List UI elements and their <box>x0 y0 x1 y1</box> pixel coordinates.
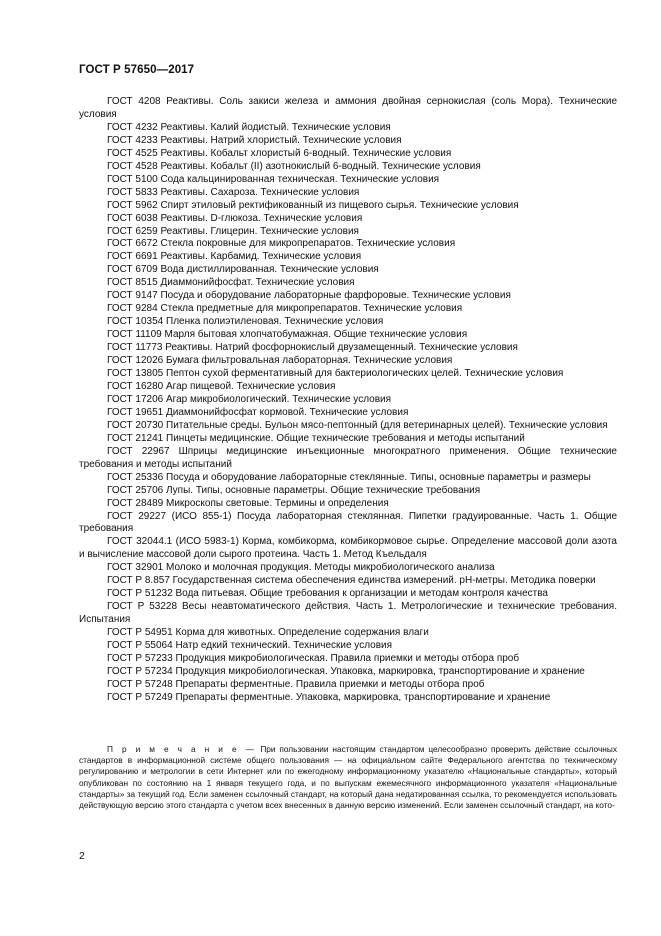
reference-code: ГОСТ 4208 <box>107 96 161 107</box>
reference-code: ГОСТ 28489 <box>107 497 164 509</box>
reference-title: Посуда лабораторная стеклянная. Пипетки градуированные. Часть 1. Общие требования <box>79 510 617 535</box>
reference-item <box>79 161 617 174</box>
reference-title: Пинцеты медицинские. Общие технические требования и методы испытаний <box>166 432 525 444</box>
reference-item <box>79 485 617 498</box>
reference-code: ГОСТ 32044.1 (ИСО 5983-1) <box>107 536 239 548</box>
reference-code: ГОСТ 10354 <box>107 316 164 328</box>
reference-item <box>79 290 617 303</box>
reference-item <box>79 588 617 601</box>
reference-title: Стекла предметные для микропрепаратов. Технические условия <box>160 303 463 315</box>
reference-item <box>79 264 617 277</box>
reference-item <box>79 213 617 226</box>
reference-item <box>79 627 617 640</box>
reference-title: Лупы. Типы, основные параметры. Общие технические требования <box>166 484 481 496</box>
reference-code: ГОСТ 5833 <box>107 186 158 198</box>
reference-item <box>79 148 617 161</box>
reference-code: ГОСТ 25336 <box>107 471 164 483</box>
reference-title: Посуда и оборудование лабораторные стеклянные. Типы, основные параметры и размеры <box>166 471 591 483</box>
reference-title: Продукция микробиологическая. Упаковка, маркировка, транспортирование и хранение <box>175 665 585 677</box>
reference-item <box>79 692 617 705</box>
reference-code: ГОСТ 5962 <box>107 199 158 211</box>
reference-item <box>79 277 617 290</box>
reference-code: ГОСТ 20730 <box>107 419 164 431</box>
reference-code: ГОСТ 32901 <box>107 562 164 574</box>
reference-code: ГОСТ 11773 <box>107 342 163 354</box>
reference-title: Реактивы. Кобальт хлористый 6-водный. Технические условия <box>160 147 452 159</box>
reference-title: Реактивы. Натрий фосфорнокислый двузамещенный. Технические условия <box>165 342 518 354</box>
reference-title: Агар пищевой. Технические условия <box>166 380 336 392</box>
reference-code: ГОСТ 6709 <box>107 264 158 276</box>
reference-code: ГОСТ Р 8.857 <box>107 575 170 587</box>
reference-code: ГОСТ 4525 <box>107 147 158 159</box>
reference-code: ГОСТ 9147 <box>107 290 158 302</box>
reference-title: Корма для животных. Определение содержания влаги <box>175 627 429 639</box>
reference-code: ГОСТ 11109 <box>107 329 162 341</box>
page-number: 2 <box>79 850 85 862</box>
reference-title: Посуда и оборудование лабораторные фарфоровые. Технические условия <box>160 290 511 302</box>
reference-code: ГОСТ 5100 <box>107 173 158 185</box>
reference-code: ГОСТ 22967 <box>107 445 170 457</box>
reference-title: Реактивы. Соль закиси железа и аммония двойная сернокислая (соль Мора). Технические условия <box>79 96 618 120</box>
reference-title: Пептон сухой ферментативный для бактериологических целей. Технические условия <box>166 368 564 380</box>
reference-item <box>79 355 617 368</box>
reference-code: ГОСТ 13805 <box>107 368 164 380</box>
reference-code: ГОСТ 8515 <box>107 277 158 289</box>
reference-code: ГОСТ 4528 <box>107 160 158 172</box>
reference-item <box>79 601 617 627</box>
note-paragraph <box>79 744 617 811</box>
reference-item <box>79 200 617 213</box>
reference-code: ГОСТ 21241 <box>107 432 164 444</box>
reference-title: Диаммонийфосфат кормовой. Технические условия <box>166 406 409 418</box>
reference-item <box>79 679 617 692</box>
reference-item <box>79 666 617 679</box>
reference-item <box>79 238 617 251</box>
reference-code: ГОСТ Р 57234 <box>107 665 173 677</box>
reference-item <box>79 135 617 148</box>
reference-code: ГОСТ 6672 <box>107 238 158 250</box>
reference-item <box>79 446 617 472</box>
reference-code: ГОСТ 6038 <box>107 212 158 224</box>
reference-title: Вода дистиллированная. Технические условия <box>160 264 379 276</box>
reference-title: Реактивы. Кобальт (II) азотнокислый 6-водный. Технические условия <box>160 160 481 172</box>
reference-code: ГОСТ 17206 <box>107 393 164 405</box>
reference-item <box>79 562 617 575</box>
reference-item <box>79 640 617 653</box>
reference-item <box>79 96 617 122</box>
reference-code: ГОСТ Р 57248 <box>107 678 173 690</box>
reference-title: Препараты ферментные. Упаковка, маркировка, транспортирование и хранение <box>175 691 551 703</box>
reference-title: Реактивы. Глицерин. Технические условия <box>160 225 359 237</box>
reference-code: ГОСТ Р 51232 <box>107 588 173 600</box>
reference-title: Реактивы. Натрий хлористый. Технические условия <box>160 134 402 146</box>
reference-item <box>79 420 617 433</box>
reference-code: ГОСТ 4233 <box>107 134 158 146</box>
reference-item <box>79 407 617 420</box>
reference-title: Реактивы. Сахароза. Технические условия <box>160 186 360 198</box>
reference-code: ГОСТ 4232 <box>107 121 158 133</box>
reference-item <box>79 498 617 511</box>
reference-code: ГОСТ Р 54951 <box>107 627 173 639</box>
reference-item <box>79 653 617 666</box>
reference-title: Продукция микробиологическая. Правила приемки и методы отбора проб <box>175 652 520 664</box>
reference-item <box>79 511 617 537</box>
reference-title: Корма, комбикорма, комбикормовое сырье. Определение массовой доли азота и вычисление массовой доли сырого протеина. Часть 1. Метод Къельдаля <box>79 536 617 561</box>
reference-item <box>79 187 617 200</box>
reference-item <box>79 368 617 381</box>
reference-title: Реактивы. Карбамид. Технические условия <box>160 251 362 263</box>
reference-item <box>79 226 617 239</box>
reference-item <box>79 251 617 264</box>
reference-title: Молоко и молочная продукция. Методы микробиологического анализа <box>166 562 495 574</box>
reference-title: Шприцы медицинские инъекционные многократного применения. Общие технические требования и методы испытаний <box>79 445 617 470</box>
reference-code: ГОСТ 6691 <box>107 251 158 263</box>
reference-title: Спирт этиловый ректификованный из пищевого сырья. Технические условия <box>160 199 519 211</box>
reference-code: ГОСТ 9284 <box>107 303 158 315</box>
reference-code: ГОСТ Р 53228 <box>107 601 178 613</box>
reference-code: ГОСТ 16280 <box>107 380 164 392</box>
reference-code: ГОСТ 19651 <box>107 406 164 418</box>
reference-item <box>79 122 617 135</box>
reference-title: Натр едкий технический. Технические условия <box>175 640 393 652</box>
document-header: ГОСТ Р 57650—2017 <box>79 64 195 76</box>
reference-item <box>79 174 617 187</box>
reference-title: Бумага фильтровальная лабораторная. Технические условия <box>166 355 453 367</box>
reference-item <box>79 381 617 394</box>
reference-title: Государственная система обеспечения единства измерений. pH-метры. Методика поверки <box>172 575 596 587</box>
reference-item <box>79 394 617 407</box>
reference-code: ГОСТ 6259 <box>107 225 158 237</box>
reference-item <box>79 472 617 485</box>
reference-item <box>79 303 617 316</box>
reference-title: Весы неавтоматического действия. Часть 1. Метрологические и технические требования. Испытания <box>79 601 617 626</box>
reference-title: Марля бытовая хлопчатобумажная. Общие технические условия <box>164 329 468 341</box>
reference-item <box>79 329 617 342</box>
reference-item <box>79 575 617 588</box>
reference-title: Питательные среды. Бульон мясо-пептонный (для ветеринарных целей). Технические условия <box>166 419 608 431</box>
reference-title: Реактивы. Калий йодистый. Технические условия <box>160 121 391 133</box>
reference-title: Диаммонийфосфат. Технические условия <box>160 277 355 289</box>
reference-item <box>79 536 617 562</box>
reference-item <box>79 433 617 446</box>
reference-code: ГОСТ 12026 <box>107 355 164 367</box>
reference-code: ГОСТ 25706 <box>107 484 164 496</box>
reference-title: Реактивы. D-глюкоза. Технические условия <box>160 212 363 224</box>
reference-title: Агар микробиологический. Технические условия <box>166 393 392 405</box>
reference-title: Микроскопы световые. Термины и определения <box>166 497 389 509</box>
reference-title: Стекла покровные для микропрепаратов. Технические условия <box>160 238 456 250</box>
reference-title: Вода питьевая. Общие требования к организации и методам контроля качества <box>175 588 548 600</box>
note-label: П р и м е ч а н и е — <box>107 744 257 754</box>
note-text: При пользовании настоящим стандартом целесообразно проверить действие ссылочных стандартов в информационной системе общего пользования — на официальном сайте Федерального агентства по техническому регулированию и метрологии в сети Интернет или по ежегодному информационному указателю «Национальные стандарты», который опубликован по состоянию на 1 января текущего года, и по выпускам ежемесячного информационного указателя «Национальные стандарты» за текущий год. Если заменен ссылочный стандарт, на который дана недатированная ссылка, то рекомендуется использовать действующую версию этого стандарта с учетом всех внесенных в данную версию изменений. Если заменен ссылочный стандарт, на кото- <box>79 744 617 811</box>
normative-references-list <box>79 96 617 705</box>
reference-title: Пленка полиэтиленовая. Технические условия <box>166 316 384 328</box>
reference-code: ГОСТ 29227 (ИСО 855-1) <box>107 510 232 522</box>
reference-item <box>79 342 617 355</box>
reference-item <box>79 316 617 329</box>
reference-code: ГОСТ Р 57249 <box>107 691 173 703</box>
reference-code: ГОСТ Р 57233 <box>107 652 173 664</box>
reference-code: ГОСТ Р 55064 <box>107 640 173 652</box>
reference-title: Препараты ферментные. Правила приемки и методы отбора проб <box>175 678 485 690</box>
reference-title: Сода кальцинированная техническая. Технические условия <box>160 173 440 185</box>
